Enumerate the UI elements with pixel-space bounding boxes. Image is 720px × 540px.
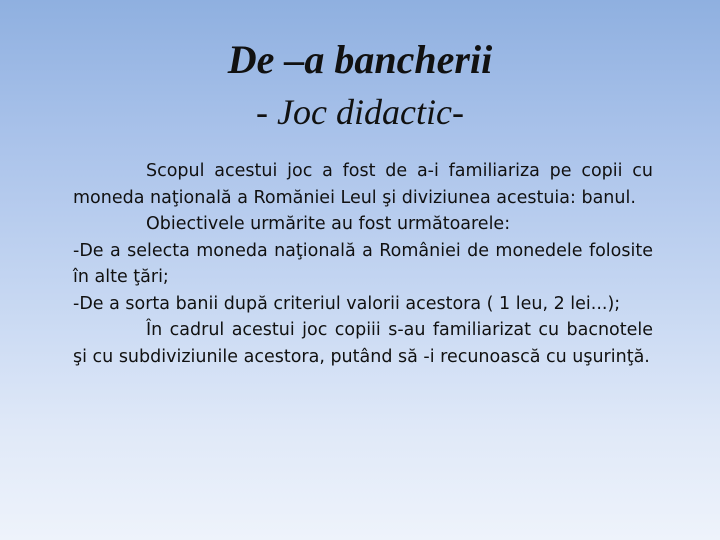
slide-title: De –a bancherii xyxy=(227,37,493,82)
paragraph-objective-sort: -De a sorta banii după criteriul valorii acestora ( 1 leu, 2 lei...); xyxy=(73,293,621,314)
paragraph-objective-select: -De a selecta moneda naţională a României de monedele folosite în alte ţări; xyxy=(73,240,653,287)
paragraph-objectives-heading: Obiectivele urmărite au fost următoarele: xyxy=(146,214,511,234)
paragraph-conclusion: În cadrul acestui joc copiii s-au familiarizat cu bacnotele şi cu subdiviziunile acestora, putând să -i recunoască cu uşurinţă. xyxy=(73,320,653,367)
slide-body xyxy=(73,158,653,370)
paragraph-purpose: Scopul acestui joc a fost de a-i familiariza pe copii cu moneda naţională a Romăniei Leul şi diviziunea acestuia: banul. xyxy=(73,161,653,208)
slide-subtitle: - Joc didactic- xyxy=(256,92,464,132)
